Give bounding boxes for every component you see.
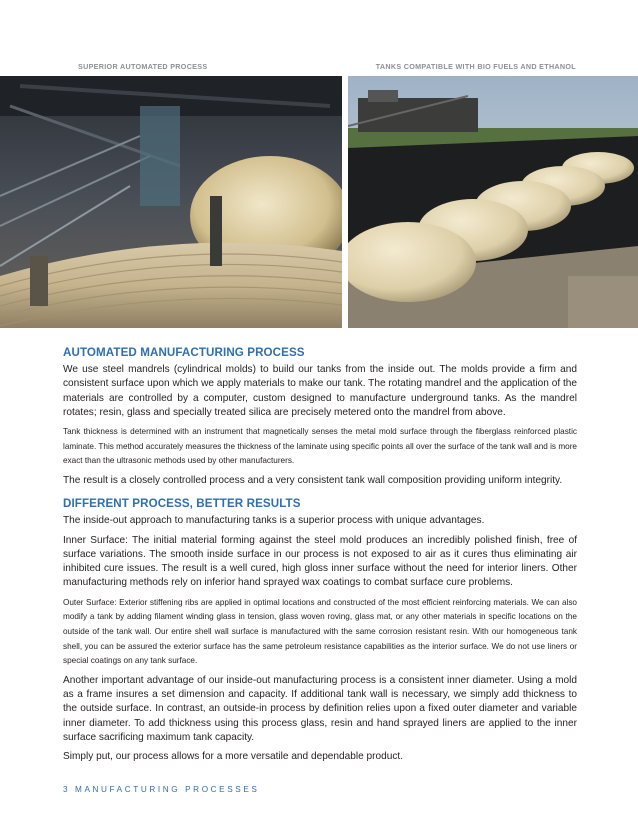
- paragraph-inner-surface: Inner Surface: The initial material forming against the steel mold produces an incredibly polished finish, free of surface variations. The smooth inside surface in our process is not exposed to air as it cures thus eliminating air inhibited cure issues. The result is a well cured, high gloss inner surface without the need for interior liners. Other manufacturing methods rely on inferior hand sprayed wax coatings to combat surface cure problems.: [63, 534, 577, 589]
- section-heading-automated: AUTOMATED MANUFACTURING PROCESS: [63, 346, 305, 359]
- section-heading-different: DIFFERENT PROCESS, BETTER RESULTS: [63, 497, 301, 511]
- paragraph-inner-diameter: Another important advantage of our inside-out manufacturing process is a consistent inner diameter. Using a mold as a frame insures a set dimension and capacity. If additional tank wall is necessary, we simply add thickness to the outside surface. In contrast, an outside-in process by definition relies upon a fixed outer diameter and variable inner diameter. To add thickness using this process glass, resin and hand sprayed liners are applied to the inner surface sacrificing maximum tank capacity.: [63, 674, 577, 743]
- photo-caption-left: SUPERIOR AUTOMATED PROCESS: [78, 62, 208, 71]
- paragraph-result: The result is a closely controlled process and a very consistent tank wall composition providing uniform integrity.: [63, 474, 563, 486]
- photo-caption-right: TANKS COMPATIBLE WITH BIO FUELS AND ETHANOL: [375, 62, 576, 71]
- paragraph-inside-out: The inside-out approach to manufacturing tanks is a superior process with unique advantages.: [63, 515, 485, 527]
- paragraph-mandrels: We use steel mandrels (cylindrical molds) to build our tanks from the inside out. The molds provide a firm and consistent surface upon which we apply materials to make our tank. The rotating mandrel and the application of the materials are controlled by a computer, custom designed to manufacture underground tanks. As the mandrel rotates; resin, glass and specially treated silica are precisely metered onto the mandrel from above.: [63, 364, 577, 418]
- paragraph-outer-surface: Outer Surface: Exterior stiffening ribs are applied in optimal locations and constructed of the most efficient reinforcing materials. We can also modify a tank by adding filament winding glass in tension, glass woven roving, glass mat, or any other materials in specific locations on the outside of the tank wall. Our entire shell wall surface is manufactured with the same corrosion resistant resin. With our homogeneous tank shell, you can be assured the exterior surface has the same petroleum resistance capabilities as the interior surface. We do not use liners or special coatings on any tank surface.: [63, 597, 577, 666]
- main-content: [63, 346, 577, 770]
- tanks-in-excavation-photo: [348, 76, 638, 328]
- paragraph-thickness: Tank thickness is determined with an instrument that magnetically senses the metal mold surface through the fiberglass reinforced plastic laminate. This method accurately measures the thickness of the laminate using specific points all over the surface of the tank wall and is more exact than the ultrasonic methods used by other manufacturers.: [63, 427, 577, 466]
- paragraph-simply-put: Simply put, our process allows for a more versatile and dependable product.: [63, 751, 404, 763]
- page-footer: 3 MANUFACTURING PROCESSES: [63, 785, 260, 794]
- factory-mandrel-photo: [0, 76, 342, 328]
